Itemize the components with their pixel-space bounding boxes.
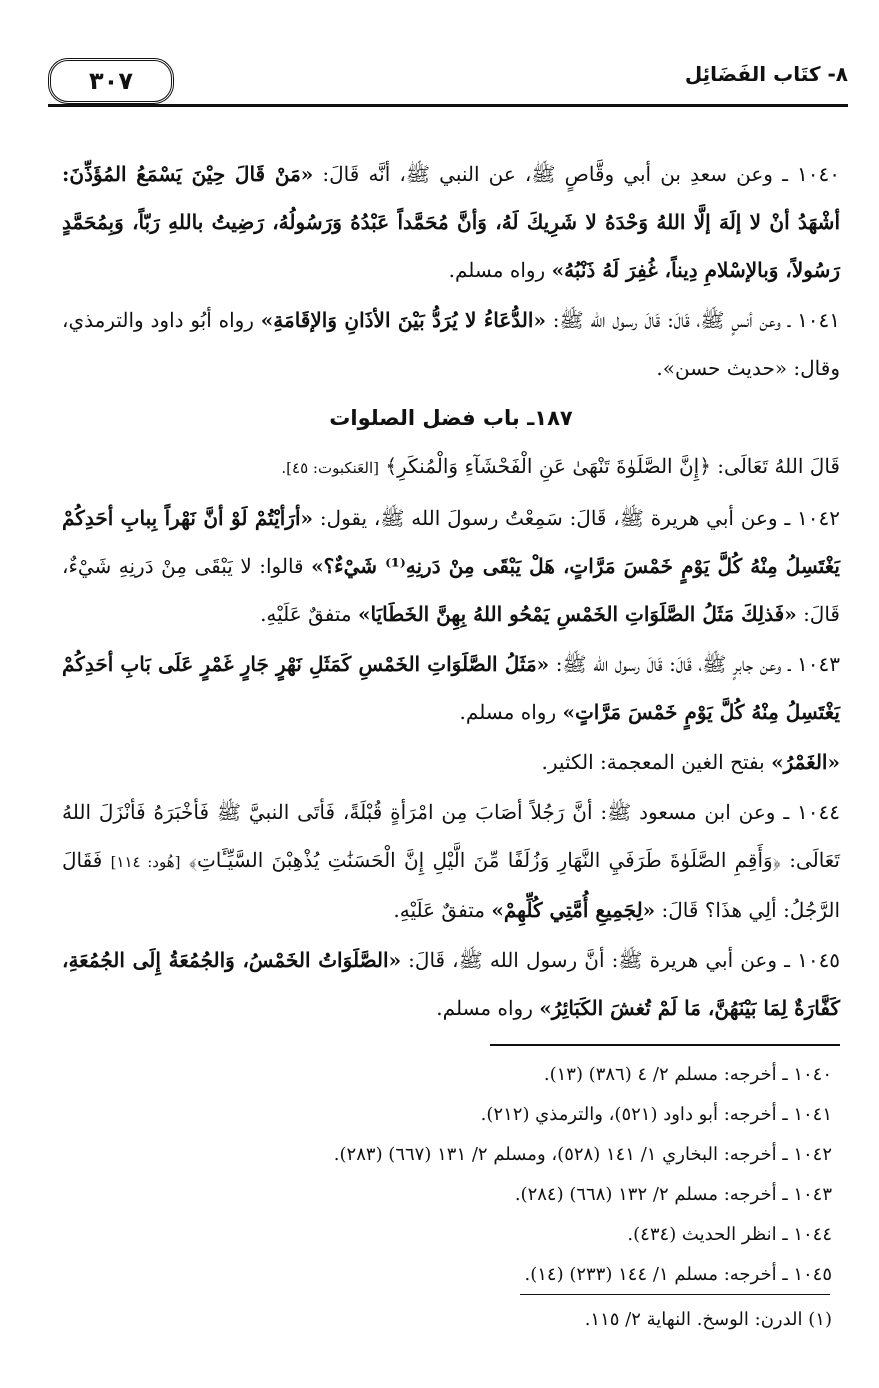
gloss bbox=[62, 738, 840, 786]
verse-citation: [العَنكبوت: ٤٥]. bbox=[281, 459, 380, 477]
hadith-1045 bbox=[62, 936, 840, 1032]
hadith-text: «مَنْ قَالَ حِيْنَ يَسْمَعُ المُؤَذِّنَ: أشْهَدُ أنْ لا إلَهَ إلَّا اللهُ وَحْدَهُ لا شَرِيكَ لَهُ، وَأنَّ مُحَمَّداً عَبْدُهُ وَرَسُولُهُ، رَضِيتُ باللهِ رَبّاً، وَبِمُحَمَّدٍ رَسُولاً، وَبالإسْلامِ دِيناً، غُفِرَ لَهُ ذَنْبُهُ» bbox=[62, 162, 840, 282]
editor-note: (١) الدرن: الوسخ. النهاية ٢/ ١١٥. bbox=[584, 1309, 832, 1330]
verse-intro: قَالَ اللهُ تَعَالَى: bbox=[717, 454, 840, 478]
note-divider bbox=[520, 1294, 830, 1295]
hadith-intro: وعن أنسٍ ﷺ، قَالَ: قَالَ رسول الله ﷺ: bbox=[552, 308, 781, 332]
hadith-1042 bbox=[62, 494, 840, 638]
page-number: ٣٠٧ bbox=[48, 58, 174, 104]
hadith-text: «الدُّعَاءُ لا يُرَدُّ بَيْنَ الأذَانِ وَالإقَامَةِ» bbox=[260, 308, 546, 332]
hadith-intro: وعن ابن مسعود ﷺ: أنَّ رَجُلاً أصَابَ مِن امْرَأةٍ قُبْلَةً، فَأتَى النبيَّ ﷺ فَأخْبَرَهُ فَأنْزَلَ اللهُ تَعَالَى: bbox=[62, 800, 840, 872]
hadith-number: ١٠٤٠ ـ bbox=[782, 162, 841, 186]
hadith-1044 bbox=[62, 788, 840, 934]
hadith-number: ١٠٤١ ـ bbox=[787, 308, 841, 332]
hadith-1040 bbox=[62, 150, 840, 294]
hadith-text-2: «فَذلِكَ مَثَلُ الصَّلَوَاتِ الخَمْسِ يَمْحُو اللهُ بِهِنَّ الخَطَايَا» bbox=[358, 602, 797, 626]
verse-text: ﴿وَأَقِمِ الصَّلَوٰةَ طَرَفَيِ النَّهَارِ وَزُلَفًا مِّنَ الَّيْلِ إِنَّ الْحَسَنَٰتِ يُذْهِبْنَ السَّيِّـَٔاتِ﴾ bbox=[188, 848, 781, 872]
footnote-1045: ١٠٤٥ ـ أخرجه: مسلم ١/ ١٤٤ (٢٣٣) (١٤). bbox=[524, 1264, 832, 1285]
hadith-source: متفقٌ عَلَيْهِ. bbox=[393, 898, 485, 922]
hadith-text: «لِجَمِيعِ أُمَّتِي كُلِّهِمْ» bbox=[491, 898, 656, 922]
footnote-1040: ١٠٤٠ ـ أخرجه: مسلم ٢/ ٤ (٣٨٦) (١٣). bbox=[543, 1064, 832, 1085]
hadith-middle: فَقَالَ الرَّجُلُ: ألِي هذَا؟ قَالَ: bbox=[62, 848, 840, 922]
hadith-intro: وعن أبي هريرة ﷺ: أنَّ رسول الله ﷺ، قَالَ: bbox=[408, 948, 778, 972]
footnote-1044: ١٠٤٤ ـ انظر الحديث (٤٣٤). bbox=[627, 1224, 832, 1245]
hadith-1041 bbox=[62, 296, 840, 392]
chapter-title: ١٨٧ـ باب فضل الصلوات bbox=[329, 406, 573, 430]
footnote-1041: ١٠٤١ ـ أخرجه: أبو داود (٥٢١)، والترمذي (٢١٢). bbox=[480, 1104, 832, 1125]
main-text bbox=[62, 150, 840, 1034]
footnote-1042: ١٠٤٢ ـ أخرجه: البخاري ١/ ١٤١ (٥٢٨)، ومسلم ٢/ ١٣١ (٦٦٧) (٢٨٣). bbox=[333, 1144, 832, 1165]
hadith-number: ١٠٤٣ ـ bbox=[787, 652, 841, 676]
hadith-text: «الصَّلَوَاتُ الخَمْسُ، وَالجُمُعَةُ إِلَى الجُمُعَةِ، كَفَّارَةٌ لِمَا بَيْنَهُنَّ، مَا لَمْ تُغشَ الكَبَائِرُ» bbox=[62, 948, 840, 1020]
footnotes-divider bbox=[490, 1044, 840, 1046]
gloss-text: بفتح الغين المعجمة: الكثير. bbox=[541, 750, 765, 774]
book-title: ٨- كتَاب الفَضَائِل bbox=[684, 62, 848, 86]
hadith-middle: قالوا: لا يَبْقَى مِنْ دَرنِهِ شَيْءٌ، قَالَ: bbox=[62, 554, 840, 626]
hadith-text: «مَثَلُ الصَّلَوَاتِ الخَمْسِ كَمَثَلِ نَهْرٍ جَارٍ غَمْرٍ عَلَى بَابِ أحَدِكُمْ يَغْتَسِلُ مِنْهُ كُلَّ يَوْمٍ خَمْسَ مَرَّاتٍ» bbox=[62, 652, 840, 724]
hadith-number: ١٠٤٤ ـ bbox=[783, 800, 840, 824]
hadith-text: «أرَأيْتُمْ لَوْ أنَّ نَهْراً بِبابِ أحَدِكُمْ يَغْتَسِلُ مِنْهُ كُلَّ يَوْمٍ خَمْسَ مَرَّاتٍ، هَلْ يَبْقَى مِنْ دَرنِهِ⁽¹⁾ شَيْءٌ؟» bbox=[62, 506, 840, 578]
hadith-intro: وعن أبي هريرة ﷺ، قَالَ: سَمِعْتُ رسولَ الله ﷺ، يقول: bbox=[319, 506, 778, 530]
footnote-1043: ١٠٤٣ ـ أخرجه: مسلم ٢/ ١٣٢ (٦٦٨) (٢٨٤). bbox=[514, 1184, 832, 1205]
footnotes bbox=[62, 1055, 832, 1295]
gloss-term: «الغَمْرُ» bbox=[771, 750, 840, 774]
hadith-number: ١٠٤٥ ـ bbox=[784, 948, 841, 972]
verse-text: ﴿إِنَّ الصَّلَوٰةَ تَنْهَىٰ عَنِ الْفَحْشَآءِ وَالْمُنكَرِ﴾ bbox=[385, 454, 711, 478]
hadith-source: رواه مسلم. bbox=[436, 996, 533, 1020]
hadith-source: رواه مسلم. bbox=[459, 700, 557, 724]
hadith-source: متفقٌ عَلَيْهِ. bbox=[260, 602, 352, 626]
verse-citation: [هُود: ١١٤] bbox=[110, 853, 181, 871]
quran-verse bbox=[62, 442, 840, 492]
hadith-1043 bbox=[62, 640, 840, 736]
header-divider bbox=[48, 104, 848, 107]
hadith-number: ١٠٤٢ ـ bbox=[784, 506, 840, 530]
hadith-intro: وعن جابرٍ ﷺ، قَالَ: قَالَ رسول الله ﷺ: bbox=[555, 652, 782, 676]
hadith-intro: وعن سعدِ بن أبي وقَّاصٍ ﷺ، عن النبي ﷺ، أنَّه قَالَ: bbox=[322, 162, 773, 186]
hadith-source: رواه مسلم. bbox=[448, 258, 546, 282]
hadith-source: رواه أبُو داود والترمذي، وقال: «حديث حسن». bbox=[62, 308, 840, 380]
page-header bbox=[48, 58, 848, 108]
